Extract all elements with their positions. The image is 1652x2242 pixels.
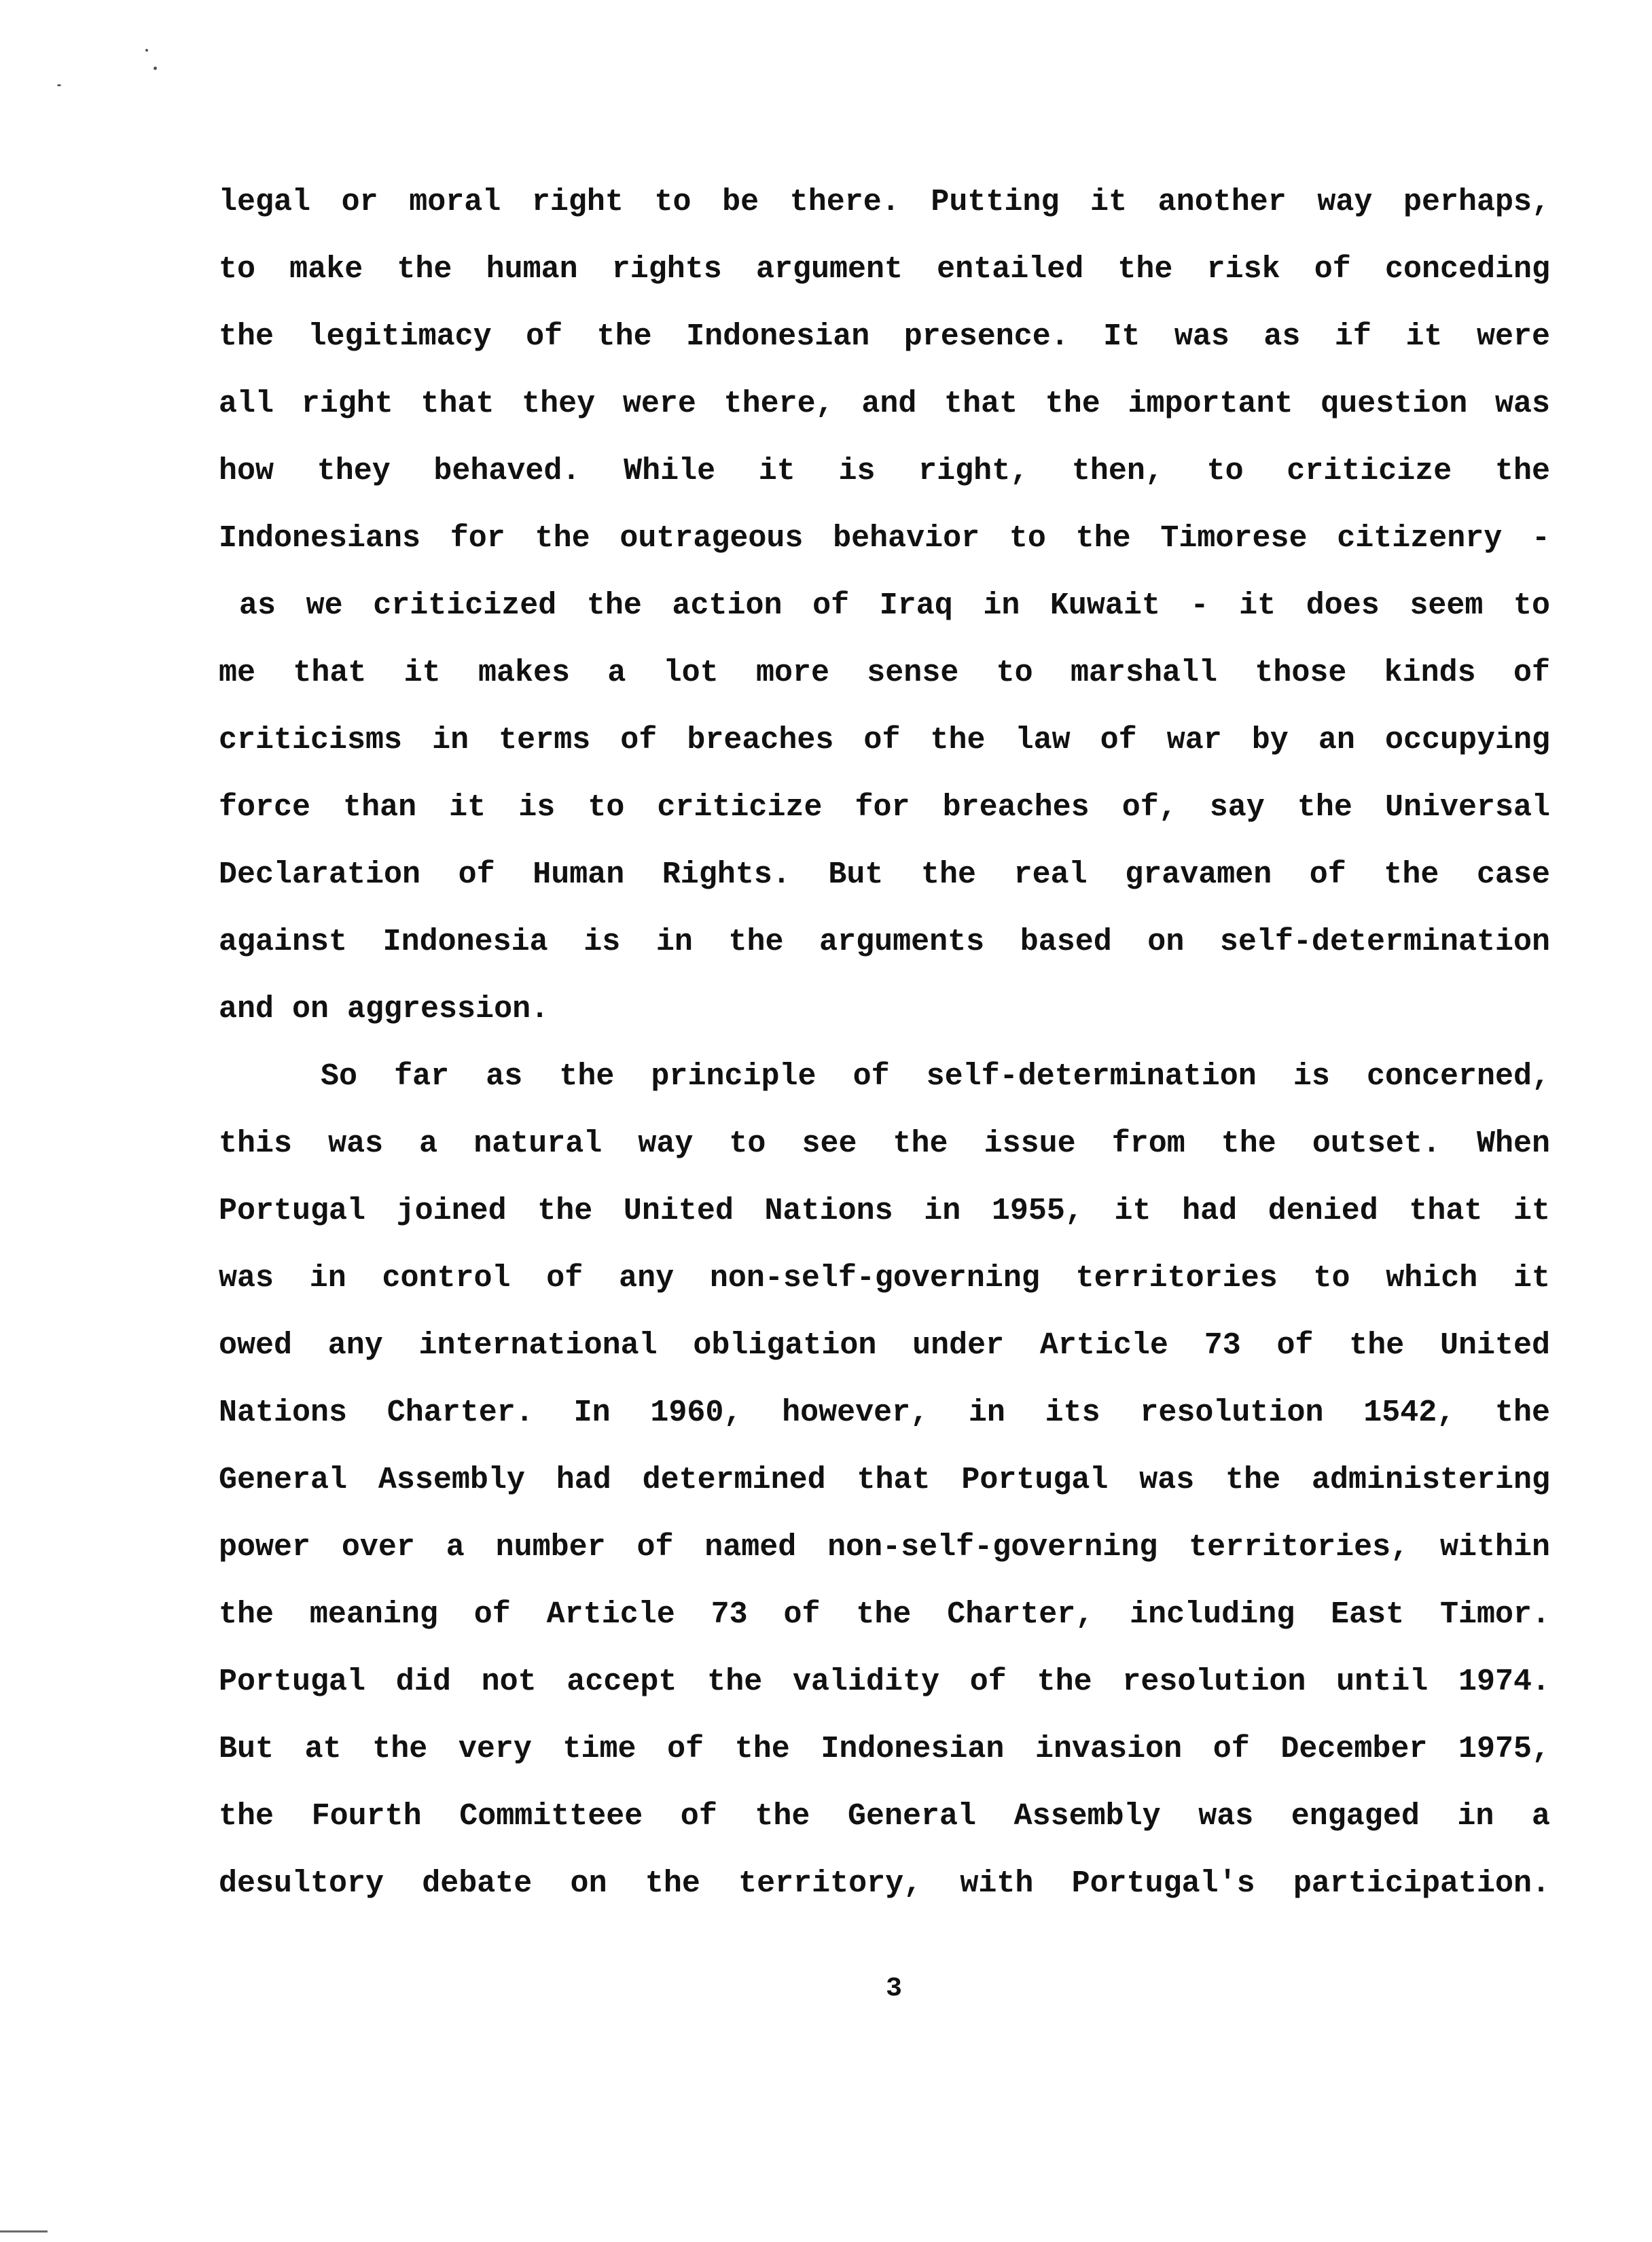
text-line: force than it is to criticize for breaches of, say the Universal [219,790,1550,825]
text-line: against Indonesia is in the arguments based on self-determination [219,925,1550,959]
text-line: as we criticized the action of Iraq in Kuwait - it does seem to [239,588,1550,623]
text-line: General Assembly had determined that Portugal was the administering [219,1463,1550,1497]
scan-speck [154,67,157,70]
text-line: this was a natural way to see the issue from the outset. When [219,1126,1550,1161]
paragraph-1 [219,168,1550,1043]
page-number: 3 [885,1974,902,2004]
text-line: how they behaved. While it is right, then, to criticize the [219,454,1550,488]
text-line: Indonesians for the outrageous behavior to the Timorese citizenry - [219,521,1550,556]
text-line: the Fourth Committeee of the General Assembly was engaged in a [219,1799,1550,1834]
text-line: desultory debate on the territory, with Portugal's participation. [219,1866,1550,1901]
scan-speck [145,49,148,52]
text-line: Portugal did not accept the validity of the resolution until 1974. [219,1665,1550,1699]
text-line: was in control of any non-self-governing territories to which it [219,1261,1550,1296]
text-line: me that it makes a lot more sense to marshall those kinds of [219,656,1550,690]
text-line: owed any international obligation under Article 73 of the United [219,1328,1550,1363]
text-line: to make the human rights argument entailed the risk of conceding [219,252,1550,287]
text-line: But at the very time of the Indonesian invasion of December 1975, [219,1732,1550,1766]
text-line: Declaration of Human Rights. But the real gravamen of the case [219,857,1550,892]
text-line: criticisms in terms of breaches of the law of war by an occupying [219,723,1550,758]
text-line: So far as the principle of self-determination is concerned, [321,1059,1550,1094]
body-text [219,168,1550,1917]
text-line: legal or moral right to be there. Putting it another way perhaps, [219,185,1550,219]
text-line: all right that they were there, and that the important question was [219,387,1550,421]
scan-speck [57,84,61,86]
text-line: power over a number of named non-self-governing territories, within [219,1530,1550,1565]
text-line: and on aggression. [219,992,550,1027]
text-line: Portugal joined the United Nations in 1955, it had denied that it [219,1194,1550,1228]
text-line: the legitimacy of the Indonesian presence. It was as if it were [219,319,1550,354]
scan-edge-mark [0,2230,48,2232]
text-line: Nations Charter. In 1960, however, in its resolution 1542, the [219,1395,1550,1430]
text-line: the meaning of Article 73 of the Charter, including East Timor. [219,1597,1550,1632]
paragraph-2 [219,1043,1550,1917]
